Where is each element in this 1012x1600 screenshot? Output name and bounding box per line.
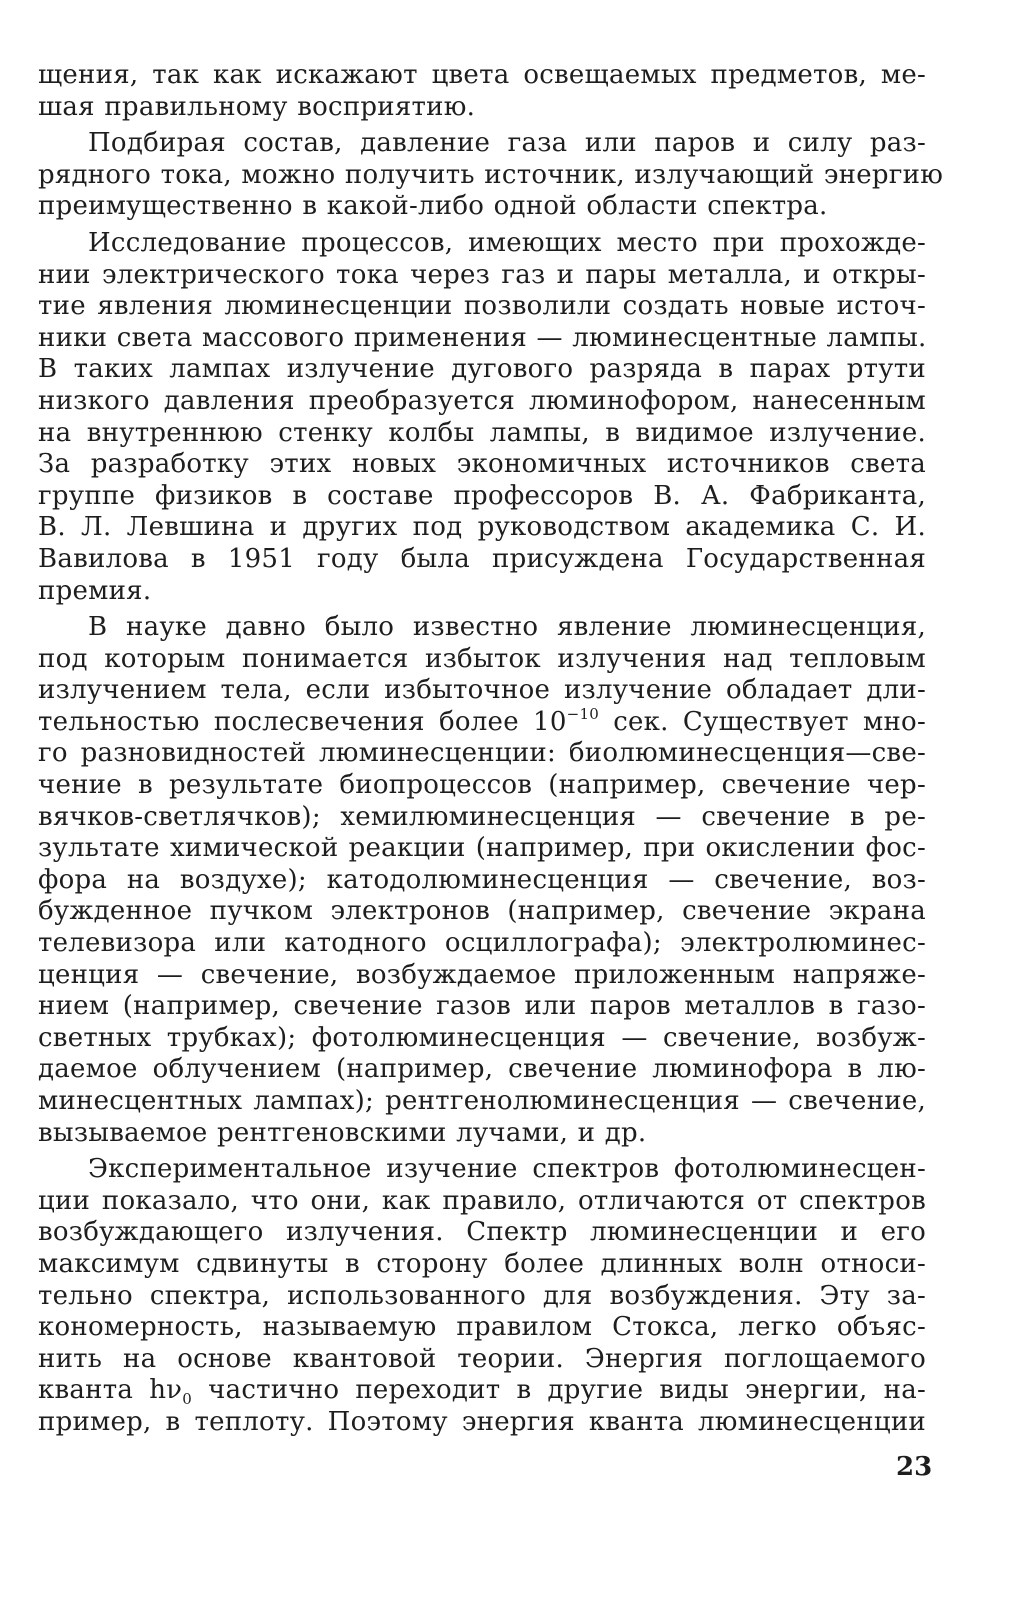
text-line: В таких лампах излучение дугового разряда в парах ртути [38,354,926,385]
text-line: даемое облучением (например, свечение люминофора в лю- [38,1054,926,1085]
text-line: щения, так как искажают цвета освещаемых предметов, ме- [38,60,926,90]
page-number: 23 [896,1452,933,1482]
text-line: нить на основе квантовой теории. Энергия поглощаемого [38,1343,926,1374]
text-line: низкого давления преобразуется люминофором, нанесенным [38,385,926,416]
page-body [38,60,944,1444]
text-line: вызываемое рентгеновскими лучами, и др. [38,1117,647,1148]
text-line: под которым понимается избыток излучения над тепловым [38,643,926,674]
text-line: В науке давно было известно явление люминесценция, [88,612,926,643]
text-line: на внутреннюю стенку колбы лампы, в видимое излучение. [38,417,926,448]
text-line: ценция — свечение, возбуждаемое приложенным напряже- [38,959,926,990]
paragraph-4 [38,612,926,1149]
text-line: группе физиков в составе профессоров В. А. Фабриканта, [38,480,926,511]
paragraph-5 [38,1154,926,1438]
text-line: премия. [38,575,152,606]
text-line: Исследование процессов, имеющих место при прохожде- [88,227,926,258]
text-line: максимум сдвинуты в сторону более длинных волн относи- [38,1248,926,1279]
paragraph-2 [38,128,944,223]
text-line: тельно спектра, использованного для возбуждения. Эту за- [38,1280,926,1311]
text-line: телевизора или катодного осциллографа); электролюминес- [38,928,926,959]
text-line: возбуждающего излучения. Спектр люминесценции и его [38,1217,926,1248]
text-line: фора на воздухе); катодолюминесценция — свечение, воз- [38,864,926,895]
text-line: излучением тела, если избыточное излучение обладает дли- [38,675,926,706]
text-line: бужденное пучком электронов (например, свечение экрана [38,896,926,927]
text-line: Подбирая состав, давление газа или паров и силу раз- [88,128,926,159]
text-line: минесцентных лампах); рентгенолюминесценция — свечение, [38,1086,926,1116]
text-line: шая правильному восприятию. [38,91,476,122]
text-line: го разновидностей люминесценции: биолюминесценция—све- [38,738,926,769]
text-line: Вавилова в 1951 году была присуждена Государственная [38,543,926,574]
text-line: вячков-светлячков); хемилюминесценция — свечение в ре- [38,801,926,832]
text-line: рядного тока, можно получить источник, излучающий энергию [38,159,944,190]
text-line: зультате химической реакции (например, при окислении фос- [38,833,926,864]
paragraph-3 [38,228,926,607]
text-line: ции показало, что они, как правило, отличаются от спектров [38,1185,926,1216]
text-line: преимущественно в какой-либо одной области спектра. [38,191,828,222]
text-line: тие явления люминесценции позволили создать новые источ- [38,291,926,322]
paragraph-1 [38,60,926,123]
text-line: Экспериментальное изучение спектров фотолюминесцен- [88,1154,926,1185]
text-line: тельностью послесвечения более $10^{-10}$ сек. Существует мно- [38,704,926,737]
text-line: кономерность, называемую правилом Стокса, легко объяс- [38,1312,926,1343]
text-line: светных трубках); фотолюминесценция — свечение, возбуж- [38,1022,926,1053]
text-line: чение в результате биопроцессов (например, свечение чер- [38,770,926,801]
text-line: За разработку этих новых экономичных источников света [38,449,926,480]
text-line: пример, в теплоту. Поэтому энергия кванта люминесценции [38,1406,926,1437]
text-line: В. Л. Левшина и других под руководством академика С. И. [38,512,926,543]
text-line: нием (например, свечение газов или паров металлов в газо- [38,991,926,1022]
text-line: ники света массового применения — люминесцентные лампы. [38,322,927,353]
text-line: кванта $h\nu_0$ частично переходит в другие виды энергии, на- [38,1375,927,1409]
text-line: нии электрического тока через газ и пары металла, и откры- [38,259,926,290]
